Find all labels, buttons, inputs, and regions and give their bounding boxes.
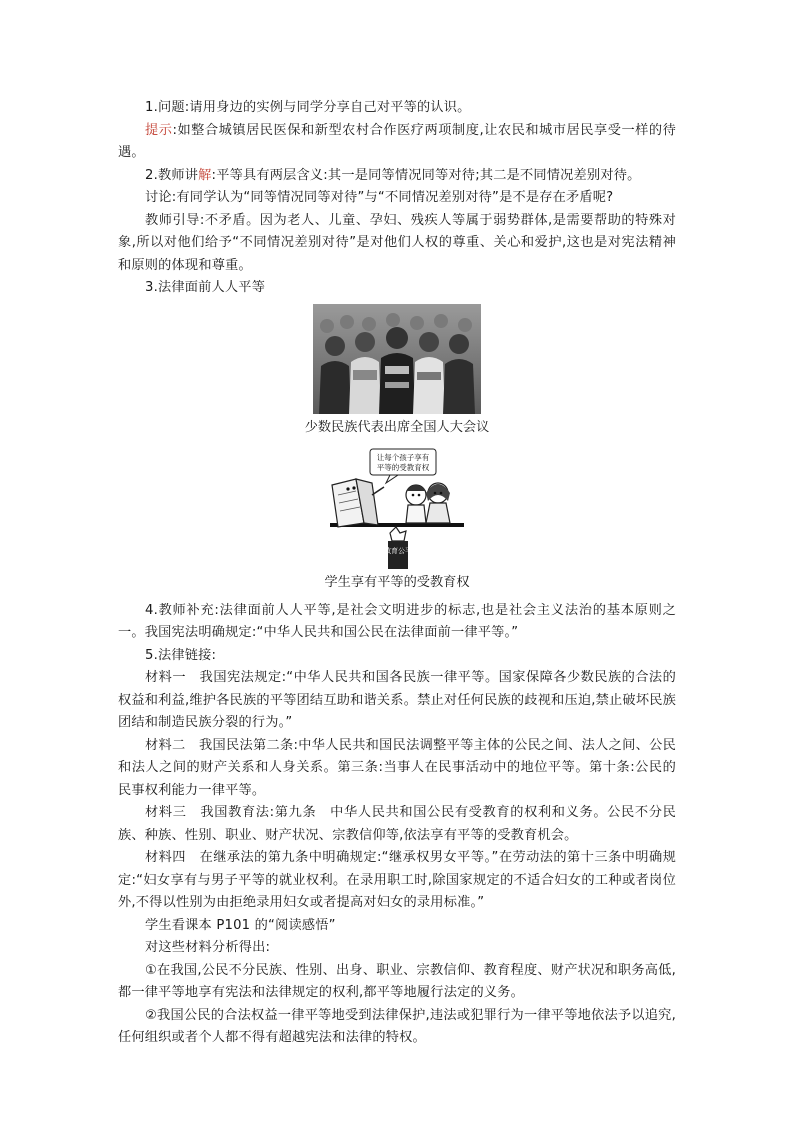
material-2: 材料二 我国民法第二条:中华人民共和国民法调整平等主体的公民之间、法人之间、公民和法人之间的财产关系和人身关系。第三条:当事人在民事活动中的地位平等。第十条:公民的民事权利能力一律平等。 — [118, 737, 676, 798]
hint-paragraph — [118, 120, 676, 165]
section5-title: 5.法律链接: — [145, 647, 217, 663]
pillar-text: 教育公平 — [384, 546, 412, 555]
figure2-caption: 学生享有平等的受教育权 — [324, 574, 470, 590]
material-3: 材料三 我国教育法:第九条 中华人民共和国公民有受教育的权利和义务。公民不分民族、种族、性别、职业、财产状况、宗教信仰等,依法享有平等的受教育机会。 — [118, 805, 676, 843]
explain-number: 2. — [145, 167, 158, 183]
explain-lead: 教师讲 — [157, 167, 199, 183]
lesson-content — [118, 97, 676, 1050]
discussion-paragraph: 讨论:有同学认为“同等情况同等对待”与“不同情况差别对待”是不是存在矛盾呢? — [145, 190, 614, 205]
analysis-intro: 对这些材料分析得出: — [145, 940, 271, 955]
explain-lead-highlight: 解 — [198, 167, 212, 183]
question-text: 问题:请用身边的实例与同学分享自己对平等的认识。 — [157, 100, 471, 115]
figure-delegates — [118, 304, 676, 594]
delegates-photo — [313, 304, 481, 414]
material-4: 材料四 在继承法的第九条中明确规定:“继承权男女平等。”在劳动法的第十三条中明确规定:“妇女享有与男子平等的就业权利。在录用职工时,除国家规定的不适合妇女的工种或者岗位外,不得以性别为由拒绝录用妇女或者提高对妇女的录用标准。” — [118, 850, 676, 910]
section3-title: 3.法律面前人人平等 — [145, 280, 266, 295]
conclusion-2: ②我国公民的合法权益一律平等地受到法律保护,违法或犯罪行为一律平等地依法予以追究,任何组织或者个人都不得有超越宪法和法律的特权。 — [118, 1007, 676, 1045]
hint-label: 提示 — [145, 122, 173, 138]
bubble-line1: 让每个孩子享有 — [376, 452, 430, 462]
explain-text: :平等具有两层含义:其一是同等情况同等对待;其二是不同情况差别对待。 — [211, 167, 641, 183]
education-cartoon — [312, 445, 482, 569]
conclusion-1: ①在我国,公民不分民族、性别、出身、职业、宗教信仰、教育程度、财产状况和职务高低,都一律平等地享有宪法和法律规定的权利,都平等地履行法定的义务。 — [118, 962, 676, 1000]
material-1: 材料一 我国宪法规定:“中华人民共和国各民族一律平等。国家保障各少数民族的合法的权益和利益,维护各民族的平等团结互助和谐关系。禁止对任何民族的歧视和压迫,禁止破坏民族团结和制造民族分裂的行为。” — [118, 670, 676, 730]
read-textbook-line: 学生看课本 P101 的“阅读感悟” — [145, 917, 336, 933]
teacher-guide-paragraph: 教师引导:不矛盾。因为老人、儿童、孕妇、残疾人等属于弱势群体,是需要帮助的特殊对象,所以对他们给予“不同情况差别对待”是对他们人权的尊重、关心和爱护,这也是对宪法精神和原则的体现和尊重。 — [118, 212, 676, 273]
figure1-caption: 少数民族代表出席全国人大会议 — [304, 419, 490, 435]
bubble-line2: 平等的受教育权 — [376, 462, 430, 472]
teacher-supplement-paragraph: 4.教师补充:法律面前人人平等,是社会文明进步的标志,也是社会主义法治的基本原则之一。我国宪法明确规定:“中华人民共和国公民在法律面前一律平等。” — [118, 602, 676, 640]
question-number: 1. — [145, 100, 158, 115]
hint-text: :如整合城镇居民医保和新型农村合作医疗两项制度,让农民和城市居民享受一样的待遇。 — [118, 122, 677, 160]
teacher-explain-paragraph — [118, 165, 676, 188]
question-paragraph — [118, 97, 676, 120]
